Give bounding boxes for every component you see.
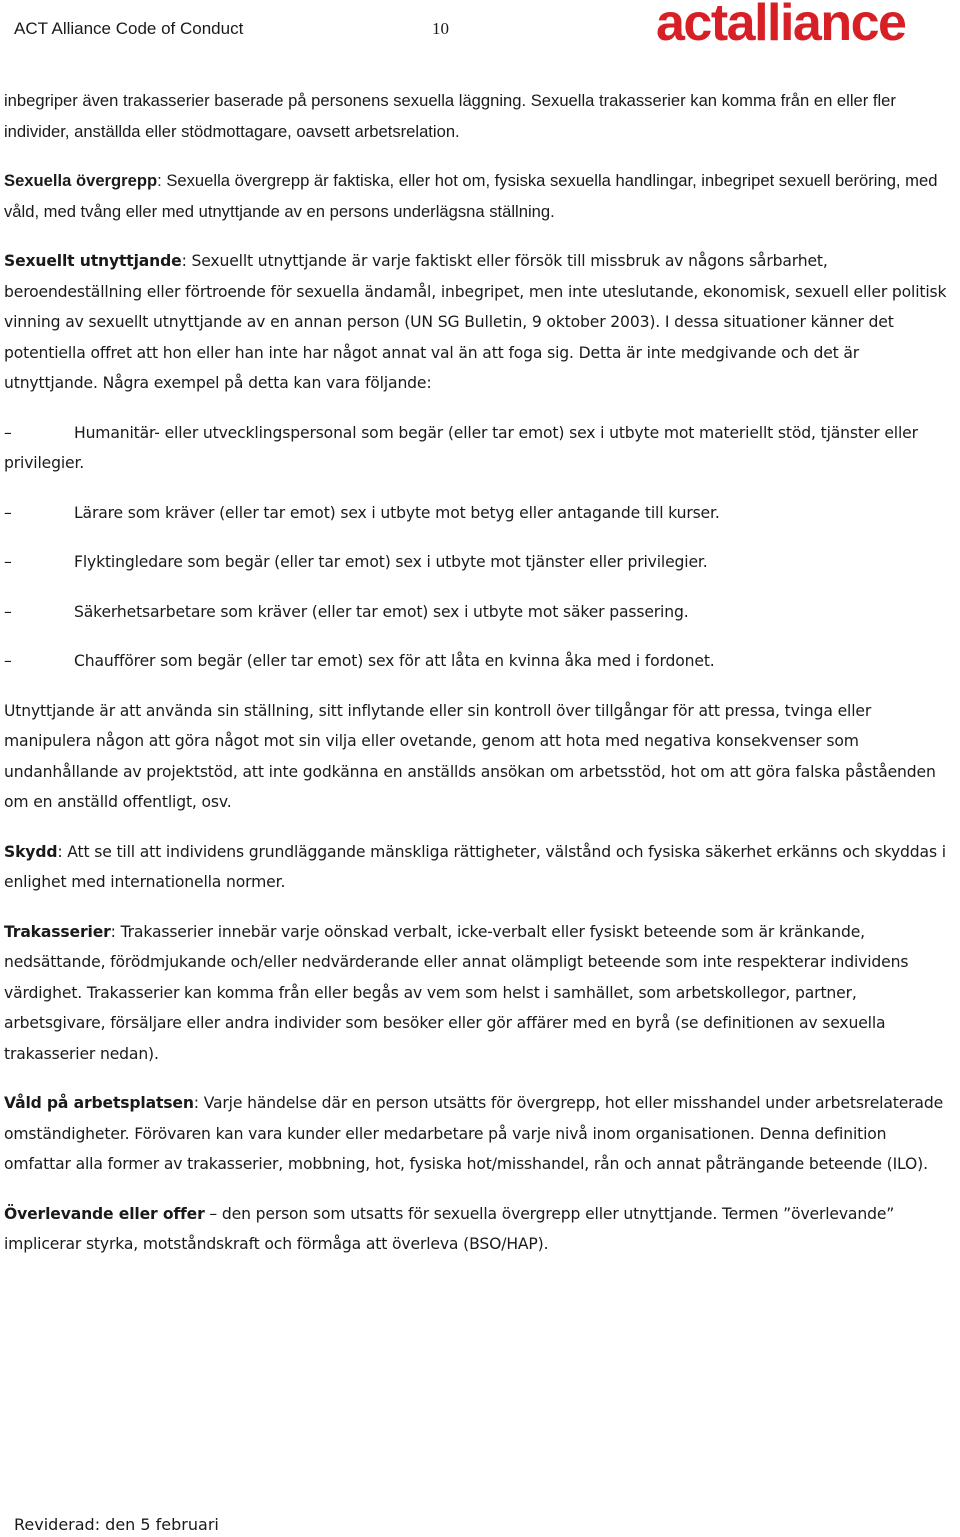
svg-text:actalliance [656, 0, 906, 46]
example-item [4, 547, 956, 578]
definition-text: : Trakasserier innebär varje oönskad verbalt, icke-verbalt eller fysiskt beteende som är kränkande, nedsättande, förödmjukande och/eller nedvärderande eller annat olämpligt beteende som inte respekterar individens värdighet. Trakasserier kan komma från eller begås av vem som helst i samhället, som arbetskollegor, partner, arbetsgivare, försäljare eller andra individer som besöker eller gör affärer med en byrå (se definitionen av sexuella trakasserier nedan). [4, 922, 909, 1063]
dash-bullet: – [4, 423, 12, 442]
document-body [4, 86, 956, 1279]
definition-text: : Sexuellt utnyttjande är varje faktiskt eller försök till missbruk av någons sårbarhet, beroendeställning eller förtroende för sexuella ändamål, inbegripet, men inte uteslutande, ekonomisk, sexuell eller politisk vinning av sexuellt utnyttjande av en annan person (UN SG Bulletin, 9 oktober 2003). I dessa situationer känner det potentiella offret att hon eller han inte har något annat val än att foga sig. Detta är inte medgivande och det är utnyttjande. Några exempel på detta kan vara följande: [4, 252, 947, 392]
definition-text: : Varje händelse där en person utsätts för övergrepp, hot eller misshandel under arbetsrelaterade omständigheter. Förövaren kan vara kunder eller medarbetare på varje nivå inom organisationen. Denna definition omfattar alla former av trakasserier, mobbning, hot, fysiska hot/misshandel, rån och annat påträngande beteende (ILO). [4, 1094, 944, 1173]
definition-text: : Sexuella övergrepp är faktiska, eller hot om, fysiska sexuella handlingar, inbegripet sexuell beröring, med våld, med tvång eller med utnyttjande av en persons underlägsna ställning. [4, 171, 938, 221]
definition-sexual-exploitation [4, 246, 956, 399]
dash-bullet: – [4, 602, 12, 621]
definition-survivor [4, 1199, 956, 1260]
dash-bullet: – [4, 553, 12, 571]
example-item [4, 646, 956, 677]
example-item [4, 597, 956, 628]
paragraph-text: inbegriper även trakasserier baserade på personens sexuella läggning. Sexuella trakasserier kan komma från en eller fler individer, anställda eller stödmottagare, oavsett arbetsrelation. [4, 91, 896, 141]
example-text: Humanitär- eller utvecklingspersonal som begär (eller tar emot) sex i utbyte mot materiellt stöd, tjänster eller privilegier. [4, 423, 918, 472]
definition-term: Sexuella övergrepp [4, 171, 158, 190]
document-title: ACT Alliance Code of Conduct [14, 19, 244, 38]
definition-text: – den person som utsatts för sexuella övergrepp eller utnyttjande. Termen ”överlevande” implicerar styrka, motståndskraft och förmåga att överleva (BSO/HAP). [4, 1204, 895, 1253]
revision-footer: Reviderad: den 5 februari [14, 1515, 219, 1534]
example-item [4, 498, 956, 529]
definition-term: Sexuellt utnyttjande [4, 252, 182, 270]
example-text: Flyktingledare som begär (eller tar emot) sex i utbyte mot tjänster eller privilegier. [74, 553, 708, 571]
dash-bullet: – [4, 503, 12, 522]
logo-text-alliance: alliance [726, 0, 906, 46]
example-text: Lärare som kräver (eller tar emot) sex i utbyte mot betyg eller antagande till kurser. [74, 503, 720, 522]
definition-term: Våld på arbetsplatsen [4, 1094, 194, 1112]
example-text: Säkerhetsarbetare som kräver (eller tar emot) sex i utbyte mot säker passering. [74, 602, 689, 621]
logo-text-act: act [656, 0, 727, 46]
definition-term: Överlevande eller offer [4, 1204, 205, 1223]
definition-text: : Att se till att individens grundläggande mänskliga rättigheter, välstånd och fysiska säkerhet erkänns och skyddas i enlighet med internationella normer. [4, 842, 946, 891]
example-item [4, 418, 956, 479]
paragraph-exploitation [4, 696, 956, 818]
dash-bullet: – [4, 652, 12, 670]
definition-harassment [4, 917, 956, 1070]
paragraph-text: Utnyttjande är att använda sin ställning, sitt inflytande eller sin kontroll över tillgångar för att pressa, tvinga eller manipulera någon att göra något mot sin vilja eller ovetande, genom att hota med negativa konsekvenser som undanhållande av projektstöd, att inte godkänna en anställds ansökan om arbetsstöd, hot om att göra falska påståenden om en anställd offentligt, osv. [4, 701, 936, 811]
example-text: Chaufförer som begär (eller tar emot) sex för att låta en kvinna åka med i fordonet. [74, 652, 715, 670]
definition-term: Skydd [4, 842, 58, 861]
definition-sexual-abuse [4, 166, 956, 227]
definition-workplace-violence [4, 1088, 956, 1180]
definition-term: Trakasserier [4, 922, 111, 941]
paragraph-sexual-harassment-cont [4, 86, 956, 147]
page-number: 10 [432, 19, 449, 38]
definition-protection [4, 837, 956, 898]
act-alliance-logo [656, 0, 954, 46]
